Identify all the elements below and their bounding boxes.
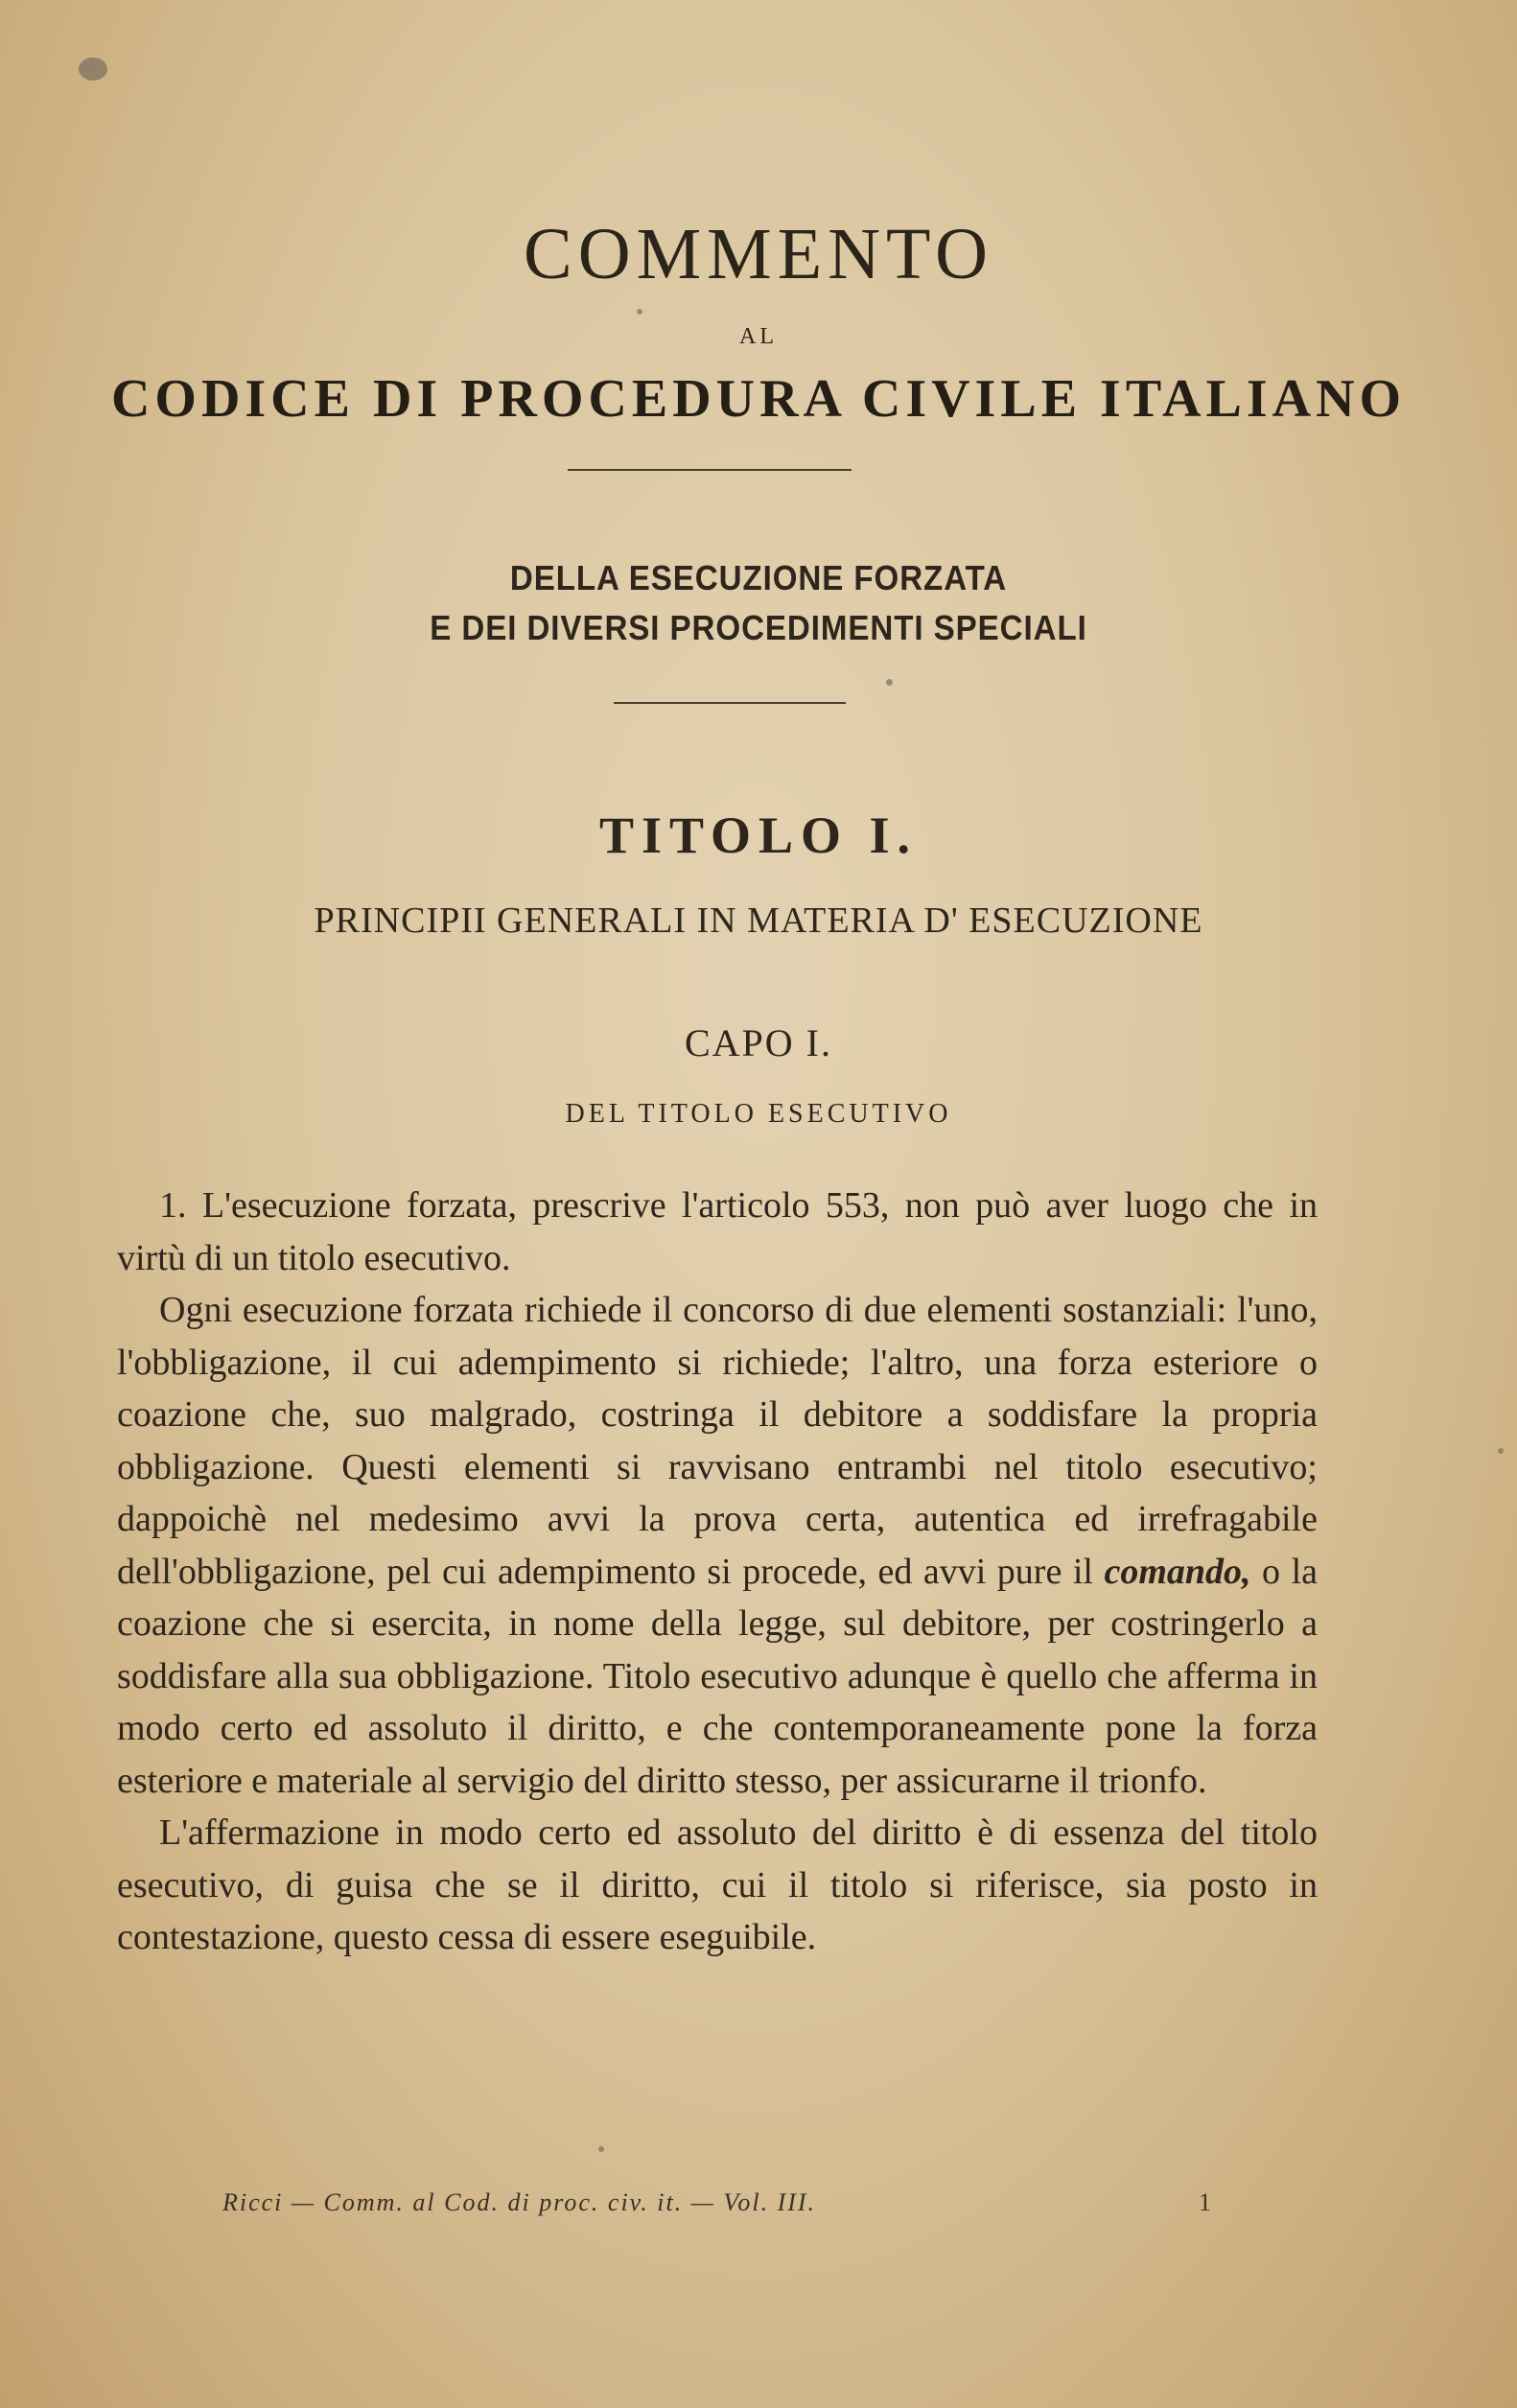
paragraph-2-text-a: Ogni esecuzione forzata richiede il concorso di due elementi sostanziali: l'uno, l'obbligazione, il cui adempimento si richiede; l'altro, una forza esteriore o coazione che, suo malgrado, costringa il debitore a soddisfare la propria obbligazione. Questi elementi si ravvisano entrambi nel titolo esecutivo; dappoichè nel medesimo avvi la prova certa, autentica ed irrefragabile dell'obbligazione, pel cui adempimento si procede, ed avvi pure il xyxy=(117,1290,1318,1592)
ink-speck xyxy=(598,2146,604,2152)
titolo-heading: TITOLO I. xyxy=(598,807,919,864)
ink-speck xyxy=(886,679,893,686)
body-text xyxy=(117,1180,1318,1964)
ink-speck xyxy=(1498,1448,1504,1454)
ink-speck xyxy=(637,309,642,315)
title-connector: AL xyxy=(739,324,778,349)
title-divider xyxy=(568,469,852,471)
capo-subheading: DEL TITOLO ESECUTIVO xyxy=(565,1099,952,1129)
volume-subtitle-line2: E DEI DIVERSI PROCEDIMENTI SPECIALI xyxy=(430,608,1087,647)
subtitle-divider xyxy=(614,702,846,704)
footer-citation: Ricci — Comm. al Cod. di proc. civ. it. — Vol. III. xyxy=(222,2188,817,2216)
code-title: CODICE DI PROCEDURA CIVILE ITALIANO xyxy=(110,369,1407,429)
titolo-subheading: PRINCIPII GENERALI IN MATERIA D' ESECUZIONE xyxy=(314,900,1203,941)
paragraph-3: L'affermazione in modo certo ed assoluto del diritto è di essenza del titolo esecutivo, di guisa che se il diritto, cui il titolo si riferisce, sia posto in contestazione, questo cessa di essere eseguibile. xyxy=(117,1812,1318,1957)
paragraph-1: 1. L'esecuzione forzata, prescrive l'articolo 553, non può aver luogo che in virtù di un titolo esecutivo. xyxy=(117,1185,1318,1278)
capo-heading: CAPO I. xyxy=(684,1021,833,1064)
book-title: COMMENTO xyxy=(524,214,993,294)
page-number: 1 xyxy=(1199,2188,1211,2216)
paragraph-2-text-b: o la coazione che si esercita, in nome della legge, sul debitore, per costringerlo a soddisfare alla sua obbligazione. Titolo esecutivo adunque è quello che afferma in modo certo ed assoluto il diritto, e che contemporaneamente pone la forza esteriore e materiale al servigio del diritto stesso, per assicurarne il trionfo. xyxy=(117,1551,1318,1801)
paragraph-2-emphasis: comando, xyxy=(1104,1551,1251,1592)
ink-speck xyxy=(79,58,107,81)
paragraph-2 xyxy=(117,1284,1318,1807)
volume-subtitle-line1: DELLA ESECUZIONE FORZATA xyxy=(509,558,1008,597)
